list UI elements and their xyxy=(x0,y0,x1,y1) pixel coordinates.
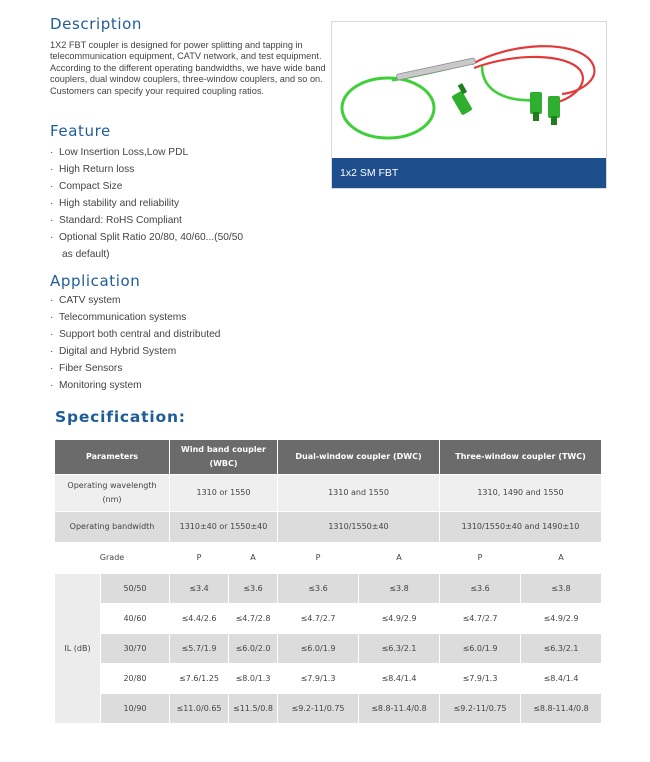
table-cell: ≤3.8 xyxy=(521,574,602,604)
list-item-continuation: as default) xyxy=(62,249,110,260)
table-cell: ≤4.7/2.8 xyxy=(229,604,278,634)
table-cell: 1310 and 1550 xyxy=(278,475,440,512)
table-cell: ≤5.7/1.9 xyxy=(170,634,229,664)
list-item: · Compact Size xyxy=(50,181,123,192)
application-heading: Application xyxy=(50,272,141,290)
table-cell: ≤4.9/2.9 xyxy=(521,604,602,634)
table-cell: ≤3.6 xyxy=(278,574,359,604)
table-cell: ≤3.8 xyxy=(359,574,440,604)
table-cell: 50/50 xyxy=(101,574,170,604)
table-cell: ≤7.6/1.25 xyxy=(170,664,229,694)
header-wbc: Wind band coupler (WBC) xyxy=(170,440,278,475)
table-cell: Grade xyxy=(55,543,170,574)
red-fiber-b xyxy=(474,57,583,102)
table-cell: 1310, 1490 and 1550 xyxy=(440,475,602,512)
table-cell: ≤6.0/1.9 xyxy=(278,634,359,664)
table-cell: 1310±40 or 1550±40 xyxy=(170,512,278,543)
table-cell: 1310/1550±40 and 1490±10 xyxy=(440,512,602,543)
table-cell: ≤8.8-11.4/0.8 xyxy=(521,694,602,724)
table-cell: A xyxy=(359,543,440,574)
table-cell: P xyxy=(440,543,521,574)
feature-list xyxy=(50,144,243,263)
list-item: · Digital and Hybrid System xyxy=(50,346,177,357)
sc-connector-left xyxy=(451,83,472,115)
table-cell: ≤9.2-11/0.75 xyxy=(440,694,521,724)
table-cell: 20/80 xyxy=(101,664,170,694)
table-cell: ≤7.9/1.3 xyxy=(278,664,359,694)
table-cell: Operating bandwidth xyxy=(55,512,170,543)
table-cell: 10/90 xyxy=(101,694,170,724)
specification-table xyxy=(54,439,602,724)
coupler-tube xyxy=(396,58,475,81)
table-cell: ≤7.9/1.3 xyxy=(440,664,521,694)
list-item: · Support both central and distributed xyxy=(50,329,221,340)
description-heading: Description xyxy=(50,15,143,33)
table-cell: 1310 or 1550 xyxy=(170,475,278,512)
table-cell: ≤4.7/2.7 xyxy=(440,604,521,634)
header-twc: Three-window coupler (TWC) xyxy=(440,440,602,475)
table-cell: A xyxy=(229,543,278,574)
green-fiber-loop xyxy=(342,78,434,138)
list-item: · Optional Split Ratio 20/80, 40/60...(50/50 xyxy=(50,232,244,243)
sc-connector-right-b xyxy=(548,96,560,125)
photo-caption: 1x2 SM FBT xyxy=(332,158,606,188)
table-cell: 40/60 xyxy=(101,604,170,634)
table-cell: P xyxy=(170,543,229,574)
table-cell: Operating wavelength (nm) xyxy=(55,475,170,512)
table-cell: A xyxy=(521,543,602,574)
table-cell: ≤3.6 xyxy=(229,574,278,604)
list-item: · High stability and reliability xyxy=(50,198,180,209)
table-cell-il-label: IL (dB) xyxy=(55,574,101,724)
table-cell: ≤6.3/2.1 xyxy=(521,634,602,664)
fbt-coupler-illustration xyxy=(332,22,606,158)
description-text: 1X2 FBT coupler is designed for power splitting and tapping in telecommunication equipment, CATV network, and test equipment. According to the different operating bandwidths, we have wide band couplers, dual window couplers, three-window couplers, and so on. Customers can specify your required coupling ratios. xyxy=(50,40,326,96)
table-cell: ≤4.4/2.6 xyxy=(170,604,229,634)
feature-heading: Feature xyxy=(50,122,111,140)
list-item: · Standard: RoHS Compliant xyxy=(50,215,182,226)
list-item: · Monitoring system xyxy=(50,380,142,391)
table-cell: ≤8.0/1.3 xyxy=(229,664,278,694)
table-cell: ≤8.8-11.4/0.8 xyxy=(359,694,440,724)
table-cell: ≤6.0/1.9 xyxy=(440,634,521,664)
list-item: · Telecommunication systems xyxy=(50,312,187,323)
list-item: · CATV system xyxy=(50,295,121,306)
header-dwc: Dual-window coupler (DWC) xyxy=(278,440,440,475)
table-cell: 1310/1550±40 xyxy=(278,512,440,543)
table-cell: ≤4.7/2.7 xyxy=(278,604,359,634)
table-cell: ≤11.5/0.8 xyxy=(229,694,278,724)
specification-heading: Specification: xyxy=(55,408,186,426)
list-item: · Fiber Sensors xyxy=(50,363,123,374)
table-cell: ≤6.0/2.0 xyxy=(229,634,278,664)
green-fiber-out xyxy=(482,66,537,100)
table-cell: ≤11.0/0.65 xyxy=(170,694,229,724)
application-list xyxy=(50,292,220,394)
list-item: · High Return loss xyxy=(50,164,135,175)
sc-connector-right-a xyxy=(530,92,542,121)
table-cell: ≤3.6 xyxy=(440,574,521,604)
table-cell: ≤8.4/1.4 xyxy=(521,664,602,694)
table-cell: 30/70 xyxy=(101,634,170,664)
table-cell: P xyxy=(278,543,359,574)
table-cell: ≤9.2-11/0.75 xyxy=(278,694,359,724)
product-photo xyxy=(331,21,607,189)
table-cell: ≤4.9/2.9 xyxy=(359,604,440,634)
header-parameters: Parameters xyxy=(55,440,170,475)
table-cell: ≤6.3/2.1 xyxy=(359,634,440,664)
list-item: · Low Insertion Loss,Low PDL xyxy=(50,147,189,158)
table-cell: ≤3.4 xyxy=(170,574,229,604)
table-cell: ≤8.4/1.4 xyxy=(359,664,440,694)
